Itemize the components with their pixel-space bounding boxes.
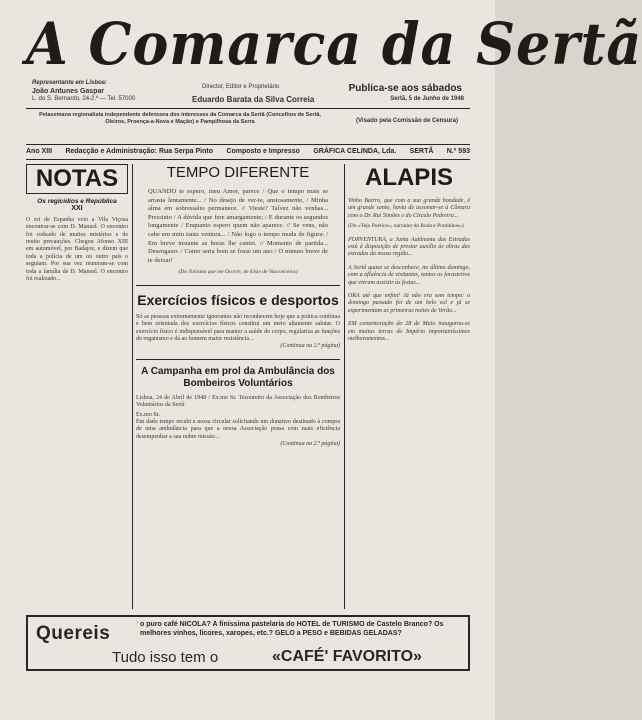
rule-2 xyxy=(136,359,340,360)
rep-label: Representante em Lisboa: xyxy=(32,80,108,86)
censorship-note: (Visado pela Comissão de Censura) xyxy=(356,118,458,124)
alapis-body5: EM comemoração do 28 de Maio inaugurou-se em muitas terras do Império importantíssimos melhoramentos... xyxy=(348,321,470,343)
masthead-rule xyxy=(26,108,470,109)
cafe-favorito-ad xyxy=(26,615,470,671)
alapis-body2: PORVENTURA, a Junta Autônoma das Estradas está à disposição de prestar auxílio às obras das estradas da nossa região... xyxy=(348,236,470,258)
info-rule-bottom xyxy=(26,159,470,160)
newspaper-title: A Comarca da Sertã xyxy=(26,10,642,78)
rule-1 xyxy=(136,285,340,286)
grafica: GRÁFICA CELINDA, Lda. xyxy=(313,148,397,155)
info-bar xyxy=(26,148,470,158)
tempo-heading: TEMPO DIFERENTE xyxy=(166,164,310,181)
info-rule-top xyxy=(26,144,470,145)
exercicios-body: Só as pessoas extremamente ignorantes não reconhecem hoje que a prática contínua e bem orientada dos exercícios físicos constitui um meio altamente salutar. O exercício físico é indispensável para manter a saúde do corpo, regulariza as funções do organismo e dá ao homem maior resistência... xyxy=(136,313,340,342)
notas-body: O rei de Espanha veio a Vila Viçosa encontrar-se com D. Manuel. O encontro foi rodeado de muitos mistérios e de muito precauções. Chegou Afonso XIII em automóvel, por Badajoz, e dizem que toda a polícia de um ou outro país o seguiam. Por sua vez reuniram-se com toda a família de D. Manuel. O encontro foi realizado... xyxy=(26,216,128,283)
tempo-credit: (Do Turismo que me Ocorre, de Elsie de Vasconcelos) xyxy=(178,269,298,276)
redaccao: Redacção e Administração: Rua Serpa Pinto xyxy=(65,148,214,155)
column-divider-left xyxy=(132,164,133,609)
middle-column xyxy=(136,164,340,609)
exercicios-continued: (Continua na 2.ª página) xyxy=(280,343,340,350)
ad-queireis: Quereis xyxy=(36,623,111,644)
ad-text: o puro café NICOLA? A finíssima pastelaria do HOTEL de TURISMO de Castelo Branco? Os melhores vinhos, licores, xaropes, etc.? GELO a PESO e BEBIDAS GELADAS? xyxy=(140,621,444,637)
composto: Composto e Impresso xyxy=(226,148,300,155)
place: SERTÃ xyxy=(409,148,434,155)
rep-address: L. do S. Bernardo, 24-2.º — Tel. 57000 xyxy=(32,96,136,102)
campanha-body: Em dado tempo recebi a nossa circular solicitando um donativo destinado à compra de uma ambulância para que a nossa Associação possa com mais eficiência desempenhar a sua nobre missão... xyxy=(136,419,340,440)
notas-roman: XXI xyxy=(71,205,83,213)
issue-date: Sertã, 5 de Junho de 1948 xyxy=(390,96,464,102)
publication-schedule: Publica-se aos sábados xyxy=(348,83,462,94)
alapis-body3: A Sertã quase se desconhece, no último domingo, com a afluência de visitantes, tantos os forasteiros que vieram assistir às festas... xyxy=(348,264,470,286)
alapis-heading: ALAPIS xyxy=(364,164,453,191)
rep-name: João Antunes Gaspar xyxy=(32,88,105,95)
notas-heading: NOTAS xyxy=(26,164,128,194)
campanha-intro: Lisboa, 24 de Abril de 1948 / Ex.mo Sr. Tesoureiro da Associação dos Bombeiros Voluntários da Sertã xyxy=(136,394,340,409)
campanha-heading: A Campanha em prol da Ambulância dos Bombeiros Voluntários xyxy=(141,365,335,389)
director-name: Eduardo Barata da Silva Correia xyxy=(192,95,315,104)
alapis-body: Vinho Bairro, que com a sua grande bondade, é um grande santo, havia de assomar-se à Câmara com o Dr. Rui Simões e do Círculo Pedreira... xyxy=(348,198,470,219)
campanha-continued: (Continua na 2.ª página) xyxy=(280,441,340,448)
campanha-salutation: Ex.mo Sr. xyxy=(136,411,160,418)
alapis-body4: ORA até que enfim! Já não era sem tempo: o domingo passado foi de um belo sol e já se experimentam as primeiras noites de Verão... xyxy=(348,293,470,314)
director-label: Director, Editor e Proprietário xyxy=(202,84,280,90)
masthead xyxy=(26,10,642,104)
issue-number: N.º 593 xyxy=(446,148,470,155)
year: Ano XIII xyxy=(26,148,53,155)
tagline: Pelasemana regionalista independente defensora dos interesses da Comarca da Sertã (Concelhos de Sertã, Oleiros, Proença-a-Nova e Mação) e Pampilhosa da Serra xyxy=(39,112,321,125)
alapis-credit: (Do «Tejo Poético», narrador da Roda e Pontinhos») xyxy=(348,223,464,230)
alapis-column xyxy=(348,164,470,609)
exercicios-heading: Exercícios físicos e desportos xyxy=(137,291,339,308)
ad-cafe-name: «CAFÉ' FAVORITO» xyxy=(272,648,422,665)
column-divider-right xyxy=(344,164,345,609)
tempo-poem: QUANDO te espero, meu Amor, parece / Que o tempo mais se arrasta lentamente... / No desejo de ver-te, ansiosamente, / Minha alma em sobressalto permanece. // Vieste? Talvez não venhas... Pressinto / A dúvida que fere amargamente; / E durante os segundos longamente / Enquanto espero quem não aparece. // Se vens, não cabe em mim tanta ventura... / Não logo o tempo muda de figura: / Em breve instante as horas lhe cantei. // Momento de partida... Desengano: / Como seria bom se fosse um ano / O minuto breve de te deixar! xyxy=(148,188,328,264)
notas-subheading: Os regicídios e República xyxy=(37,198,117,205)
ad-tudo: Tudo isso tem o xyxy=(112,649,219,666)
notas-column xyxy=(26,164,128,609)
